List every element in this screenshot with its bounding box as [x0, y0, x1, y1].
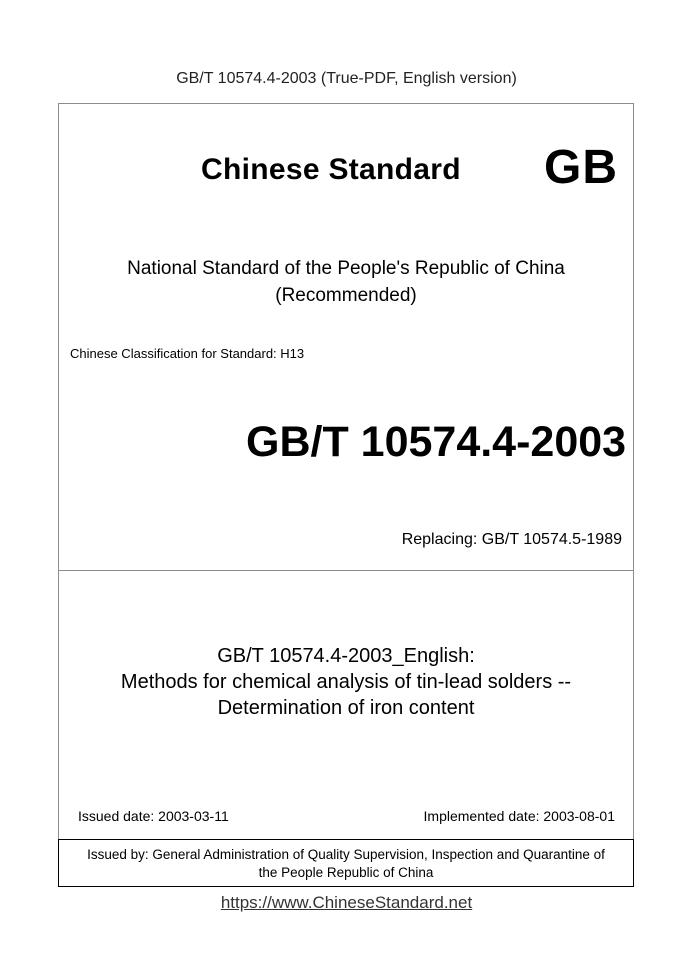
implemented-date: Implemented date: 2003-08-01 [423, 808, 615, 824]
website-link[interactable]: https://www.ChineseStandard.net [220, 893, 473, 912]
document-header: GB/T 10574.4-2003 (True-PDF, English version) [176, 70, 517, 87]
classification-label: Chinese Classification for Standard: H13 [70, 346, 305, 361]
issuer-text [58, 846, 634, 882]
issued-date: Issued date: 2003-03-11 [78, 808, 229, 824]
standard-number: GB/T 10574.4-2003 [246, 418, 627, 466]
replacing-label: Replacing: GB/T 10574.5-1989 [401, 531, 622, 548]
issuer-line-1: Issued by: General Administration of Quality Supervision, Inspection and Quarantine of [87, 847, 605, 862]
section-divider [58, 570, 634, 571]
gb-logo: GB [544, 141, 618, 194]
title-line-3: Determination of iron content [217, 697, 475, 719]
chinese-standard-heading: Chinese Standard [201, 153, 461, 186]
title-line-2: Methods for chemical analysis of tin-lead solders -- [120, 671, 572, 693]
national-standard-line: National Standard of the People's Republic of China [127, 258, 565, 279]
title-line-1: GB/T 10574.4-2003_English: [217, 645, 475, 667]
recommended-label: (Recommended) [275, 285, 417, 306]
cover-frame [58, 103, 634, 887]
document-title [58, 643, 634, 721]
issuer-line-2: the People Republic of China [258, 865, 434, 880]
